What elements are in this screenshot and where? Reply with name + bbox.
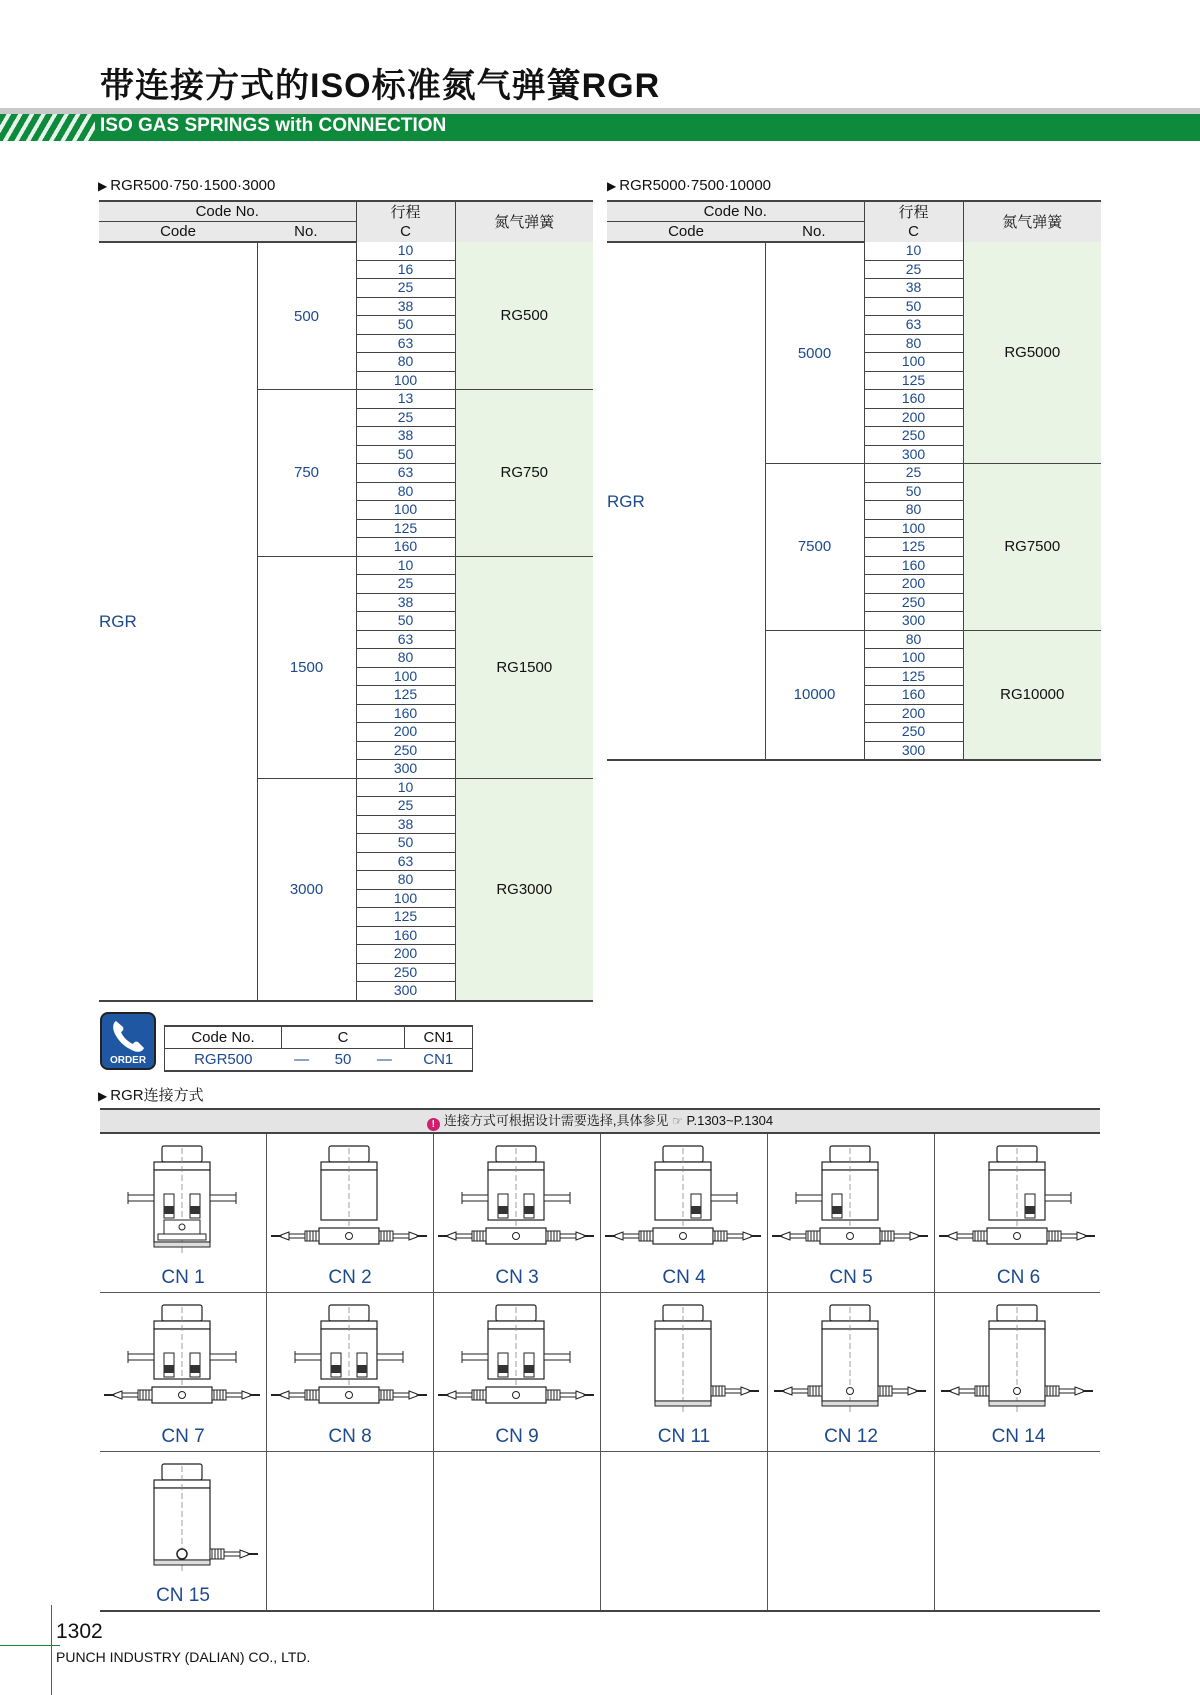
gas-spring-diagram (768, 1140, 935, 1268)
connection-cell (100, 1452, 267, 1611)
stroke-cell: 250 (864, 593, 963, 612)
stroke-cell: 125 (864, 667, 963, 686)
page-subtitle: ISO GAS SPRINGS with CONNECTION (100, 115, 447, 136)
stroke-cell: 100 (864, 649, 963, 668)
right-spec-table (607, 200, 1101, 761)
connection-cell (768, 1134, 935, 1293)
connection-name: CN 12 (824, 1426, 878, 1447)
footer-horizontal-line (0, 1645, 60, 1646)
gas-spring-diagram (100, 1140, 267, 1268)
stroke-cell: 80 (864, 334, 963, 353)
connection-name: CN 6 (996, 1267, 1041, 1288)
code-cell: RGR (99, 242, 257, 1001)
stroke-cell: 63 (356, 630, 455, 649)
stroke-cell: 63 (356, 334, 455, 353)
stroke-cell: 100 (864, 353, 963, 372)
connection-cell (935, 1134, 1102, 1293)
col-no: No. (765, 222, 864, 243)
gas-spring-cell: RG500 (455, 242, 593, 390)
stroke-cell: 125 (356, 686, 455, 705)
stroke-cell: 100 (864, 519, 963, 538)
left-spec-table (99, 200, 593, 1002)
stroke-cell: 63 (356, 464, 455, 483)
stroke-cell: 250 (864, 723, 963, 742)
stroke-cell: 300 (864, 612, 963, 631)
table-row (607, 242, 1101, 260)
stroke-cell: 50 (356, 612, 455, 631)
stroke-cell: 160 (864, 390, 963, 409)
col-code-no: Code No. (99, 201, 356, 222)
stroke-cell: 10 (356, 242, 455, 260)
connection-cell (601, 1134, 768, 1293)
col-no: No. (257, 222, 356, 243)
stroke-cell: 100 (356, 501, 455, 520)
stroke-cell: 10 (356, 778, 455, 797)
connection-cell (434, 1134, 601, 1293)
no-cell: 5000 (765, 242, 864, 464)
gas-spring-diagram (935, 1299, 1102, 1427)
stroke-cell: 80 (356, 649, 455, 668)
company-name: PUNCH INDUSTRY (DALIAN) CO., LTD. (56, 1649, 311, 1665)
stroke-cell: 50 (864, 297, 963, 316)
stroke-cell: 13 (356, 390, 455, 409)
connection-name: CN 15 (156, 1585, 210, 1606)
footer-vertical-line (51, 1605, 52, 1695)
order-dash: — (282, 1049, 322, 1072)
pointing-hand-icon: ☞ (672, 1114, 683, 1128)
empty-cell (935, 1452, 1102, 1611)
connection-cell (768, 1293, 935, 1452)
stroke-cell: 25 (356, 797, 455, 816)
stroke-cell: 100 (356, 371, 455, 390)
stroke-cell: 63 (356, 852, 455, 871)
stroke-cell: 250 (356, 963, 455, 982)
left-table-label: ▶ RGR500·750·1500·3000 (98, 177, 275, 194)
no-cell: 10000 (765, 630, 864, 760)
gas-spring-diagram (601, 1140, 768, 1268)
no-cell: 500 (257, 242, 356, 390)
empty-cell (601, 1452, 768, 1611)
right-table-label: ▶ RGR5000·7500·10000 (607, 177, 771, 194)
stroke-cell: 50 (356, 834, 455, 853)
stroke-cell: 300 (864, 741, 963, 760)
connection-cell (100, 1293, 267, 1452)
connection-cell (601, 1293, 768, 1452)
order-value-code: RGR500 (165, 1049, 282, 1072)
stroke-cell: 160 (864, 556, 963, 575)
stroke-cell: 25 (864, 464, 963, 483)
stroke-cell: 38 (356, 297, 455, 316)
connection-name: CN 8 (328, 1426, 372, 1447)
connection-name: CN 3 (495, 1267, 539, 1288)
stroke-cell: 38 (864, 279, 963, 298)
col-gas-spring: 氮气弹簧 (963, 201, 1101, 242)
col-stroke: 行程 C (864, 201, 963, 242)
gas-spring-cell: RG1500 (455, 556, 593, 778)
connection-name: CN 1 (161, 1267, 205, 1288)
stroke-cell: 200 (864, 575, 963, 594)
no-cell: 3000 (257, 778, 356, 1001)
connection-name: CN 4 (662, 1267, 706, 1288)
page-number: 1302 (56, 1620, 103, 1643)
gas-spring-diagram (434, 1140, 601, 1268)
stroke-cell: 125 (864, 538, 963, 557)
stroke-cell: 160 (356, 704, 455, 723)
stroke-cell: 38 (356, 427, 455, 446)
connection-name: CN 2 (328, 1267, 372, 1288)
stroke-cell: 25 (864, 260, 963, 279)
connection-name: CN 7 (161, 1426, 205, 1447)
connection-label: ▶ RGR连接方式 (98, 1084, 204, 1105)
stroke-cell: 38 (356, 815, 455, 834)
row-divider (100, 1610, 1100, 1612)
gas-spring-diagram (267, 1299, 434, 1427)
order-example-table (164, 1025, 473, 1072)
stroke-cell: 50 (356, 316, 455, 335)
stroke-cell: 200 (864, 704, 963, 723)
gas-spring-cell: RG7500 (963, 464, 1101, 631)
stroke-cell: 200 (356, 945, 455, 964)
stroke-cell: 250 (356, 741, 455, 760)
connection-name: CN 9 (495, 1426, 539, 1447)
page-title: 带连接方式的ISO标准氮气弹簧RGR (100, 67, 661, 105)
no-cell: 7500 (765, 464, 864, 631)
connection-cell (434, 1293, 601, 1452)
col-code: Code (607, 222, 765, 243)
title-band-stripes (0, 114, 95, 141)
code-cell: RGR (607, 242, 765, 760)
gas-spring-cell: RG3000 (455, 778, 593, 1001)
stroke-cell: 200 (356, 723, 455, 742)
stroke-cell: 80 (864, 501, 963, 520)
stroke-cell: 80 (356, 353, 455, 372)
gas-spring-diagram (935, 1140, 1102, 1268)
col-code: Code (99, 222, 257, 243)
col-stroke: 行程 C (356, 201, 455, 242)
stroke-cell: 300 (356, 760, 455, 779)
stroke-cell: 125 (356, 908, 455, 927)
connection-cell (935, 1293, 1102, 1452)
connection-cell (267, 1293, 434, 1452)
stroke-cell: 160 (356, 538, 455, 557)
col-gas-spring: 氮气弹簧 (455, 201, 593, 242)
stroke-cell: 50 (864, 482, 963, 501)
stroke-cell: 200 (864, 408, 963, 427)
stroke-cell: 300 (864, 445, 963, 464)
warning-icon: ! (427, 1118, 440, 1131)
stroke-cell: 16 (356, 260, 455, 279)
connection-cell (267, 1134, 434, 1293)
gas-spring-cell: RG750 (455, 390, 593, 557)
order-value-cn: CN1 (405, 1049, 473, 1072)
gas-spring-diagram (434, 1299, 601, 1427)
stroke-cell: 80 (356, 482, 455, 501)
stroke-cell: 80 (864, 630, 963, 649)
order-value-c: 50 (322, 1049, 365, 1072)
stroke-cell: 100 (356, 667, 455, 686)
connection-name: CN 5 (829, 1267, 873, 1288)
stroke-cell: 10 (864, 242, 963, 260)
connection-name: CN 11 (657, 1426, 711, 1447)
stroke-cell: 80 (356, 871, 455, 890)
no-cell: 750 (257, 390, 356, 557)
order-head-code: Code No. (165, 1026, 282, 1049)
gas-spring-diagram (100, 1299, 267, 1427)
empty-cell (434, 1452, 601, 1611)
stroke-cell: 125 (356, 519, 455, 538)
gas-spring-diagram (601, 1299, 768, 1427)
stroke-cell: 10 (356, 556, 455, 575)
gas-spring-diagram (768, 1299, 935, 1427)
connection-name: CN 14 (991, 1426, 1046, 1447)
stroke-cell: 38 (356, 593, 455, 612)
stroke-cell: 125 (864, 371, 963, 390)
stroke-cell: 50 (356, 445, 455, 464)
stroke-cell: 25 (356, 279, 455, 298)
order-head-c: C (282, 1026, 405, 1049)
connection-note: ! 连接方式可根据设计需要选择,具体参见 ☞ P.1303~P.1304 (100, 1108, 1100, 1134)
stroke-cell: 160 (864, 686, 963, 705)
stroke-cell: 25 (356, 408, 455, 427)
stroke-cell: 25 (356, 575, 455, 594)
stroke-cell: 63 (864, 316, 963, 335)
order-head-cn: CN1 (405, 1026, 473, 1049)
stroke-cell: 250 (864, 427, 963, 446)
gas-spring-diagram (100, 1458, 267, 1586)
gas-spring-cell: RG5000 (963, 242, 1101, 464)
stroke-cell: 300 (356, 982, 455, 1001)
stroke-cell: 160 (356, 926, 455, 945)
table-row (99, 242, 593, 260)
order-dash: — (364, 1049, 404, 1072)
connection-cell (100, 1134, 267, 1293)
stroke-cell: 100 (356, 889, 455, 908)
gas-spring-diagram (267, 1140, 434, 1268)
empty-cell (267, 1452, 434, 1611)
no-cell: 1500 (257, 556, 356, 778)
order-icon: ORDER (100, 1012, 156, 1070)
empty-cell (768, 1452, 935, 1611)
gas-spring-cell: RG10000 (963, 630, 1101, 760)
col-code-no: Code No. (607, 201, 864, 222)
